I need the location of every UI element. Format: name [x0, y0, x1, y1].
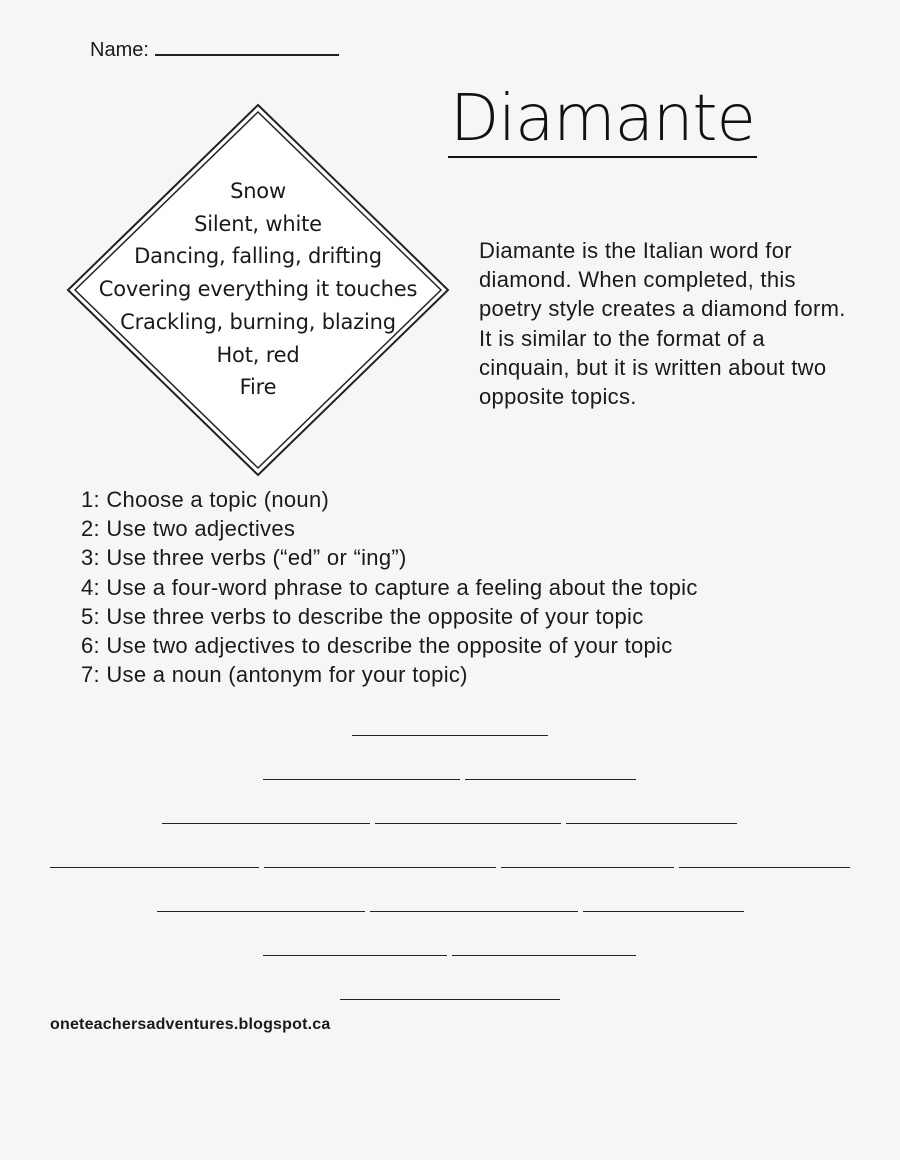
steps-list: [81, 485, 698, 689]
name-field-row: [90, 36, 339, 62]
poem-line: Hot, red: [216, 342, 300, 367]
answer-blank-line[interactable]: [679, 867, 850, 868]
example-diamond: [66, 103, 450, 477]
step-item: 5: Use three verbs to describe the opposite of your topic: [81, 603, 644, 629]
answer-blank-line[interactable]: [263, 955, 447, 956]
step-item: 6: Use two adjectives to describe the opposite of your topic: [81, 633, 673, 659]
answer-blank-line[interactable]: [157, 911, 365, 912]
answer-blank-line[interactable]: [375, 823, 561, 824]
answer-blank-line[interactable]: [264, 867, 496, 868]
answer-blank-line[interactable]: [452, 955, 636, 956]
page-title: Diamante: [450, 82, 755, 156]
answer-blank-line[interactable]: [352, 735, 548, 736]
description-paragraph: Diamante is the Italian word for diamond. When completed, this poetry style creates a diamond form. It is similar to the format of a cinquain, but it is written about two opposite topics.: [479, 238, 846, 410]
poem-line: Fire: [239, 375, 277, 400]
step-item: 4: Use a four-word phrase to capture a feeling about the topic: [81, 574, 698, 600]
answer-blank-line[interactable]: [501, 867, 674, 868]
answer-blank-line[interactable]: [340, 999, 560, 1000]
answer-blank-line[interactable]: [370, 911, 578, 912]
step-item: 3: Use three verbs (“ed” or “ing”): [81, 545, 407, 571]
answer-blank-line[interactable]: [263, 779, 460, 780]
step-item: 1: Choose a topic (noun): [81, 487, 330, 512]
poem-line: Covering everything it touches: [98, 277, 418, 302]
poem-line: Snow: [230, 179, 286, 203]
answer-blank-line[interactable]: [162, 823, 370, 824]
poem-line: Dancing, falling, drifting: [134, 244, 382, 269]
step-item: 2: Use two adjectives: [81, 516, 296, 542]
poem-line: Crackling, burning, blazing: [120, 309, 396, 334]
answer-blank-line[interactable]: [465, 779, 636, 780]
answer-blank-line[interactable]: [583, 911, 744, 912]
name-label: Name:: [90, 39, 149, 61]
example-poem: [66, 175, 450, 404]
answer-blank-line[interactable]: [50, 867, 259, 868]
step-item: 7: Use a noun (antonym for your topic): [81, 662, 468, 688]
name-blank-line[interactable]: [155, 36, 339, 56]
footer-url: oneteachersadventures.blogspot.ca: [50, 1016, 331, 1033]
poem-line: Silent, white: [194, 211, 322, 236]
answer-blank-line[interactable]: [566, 823, 737, 824]
